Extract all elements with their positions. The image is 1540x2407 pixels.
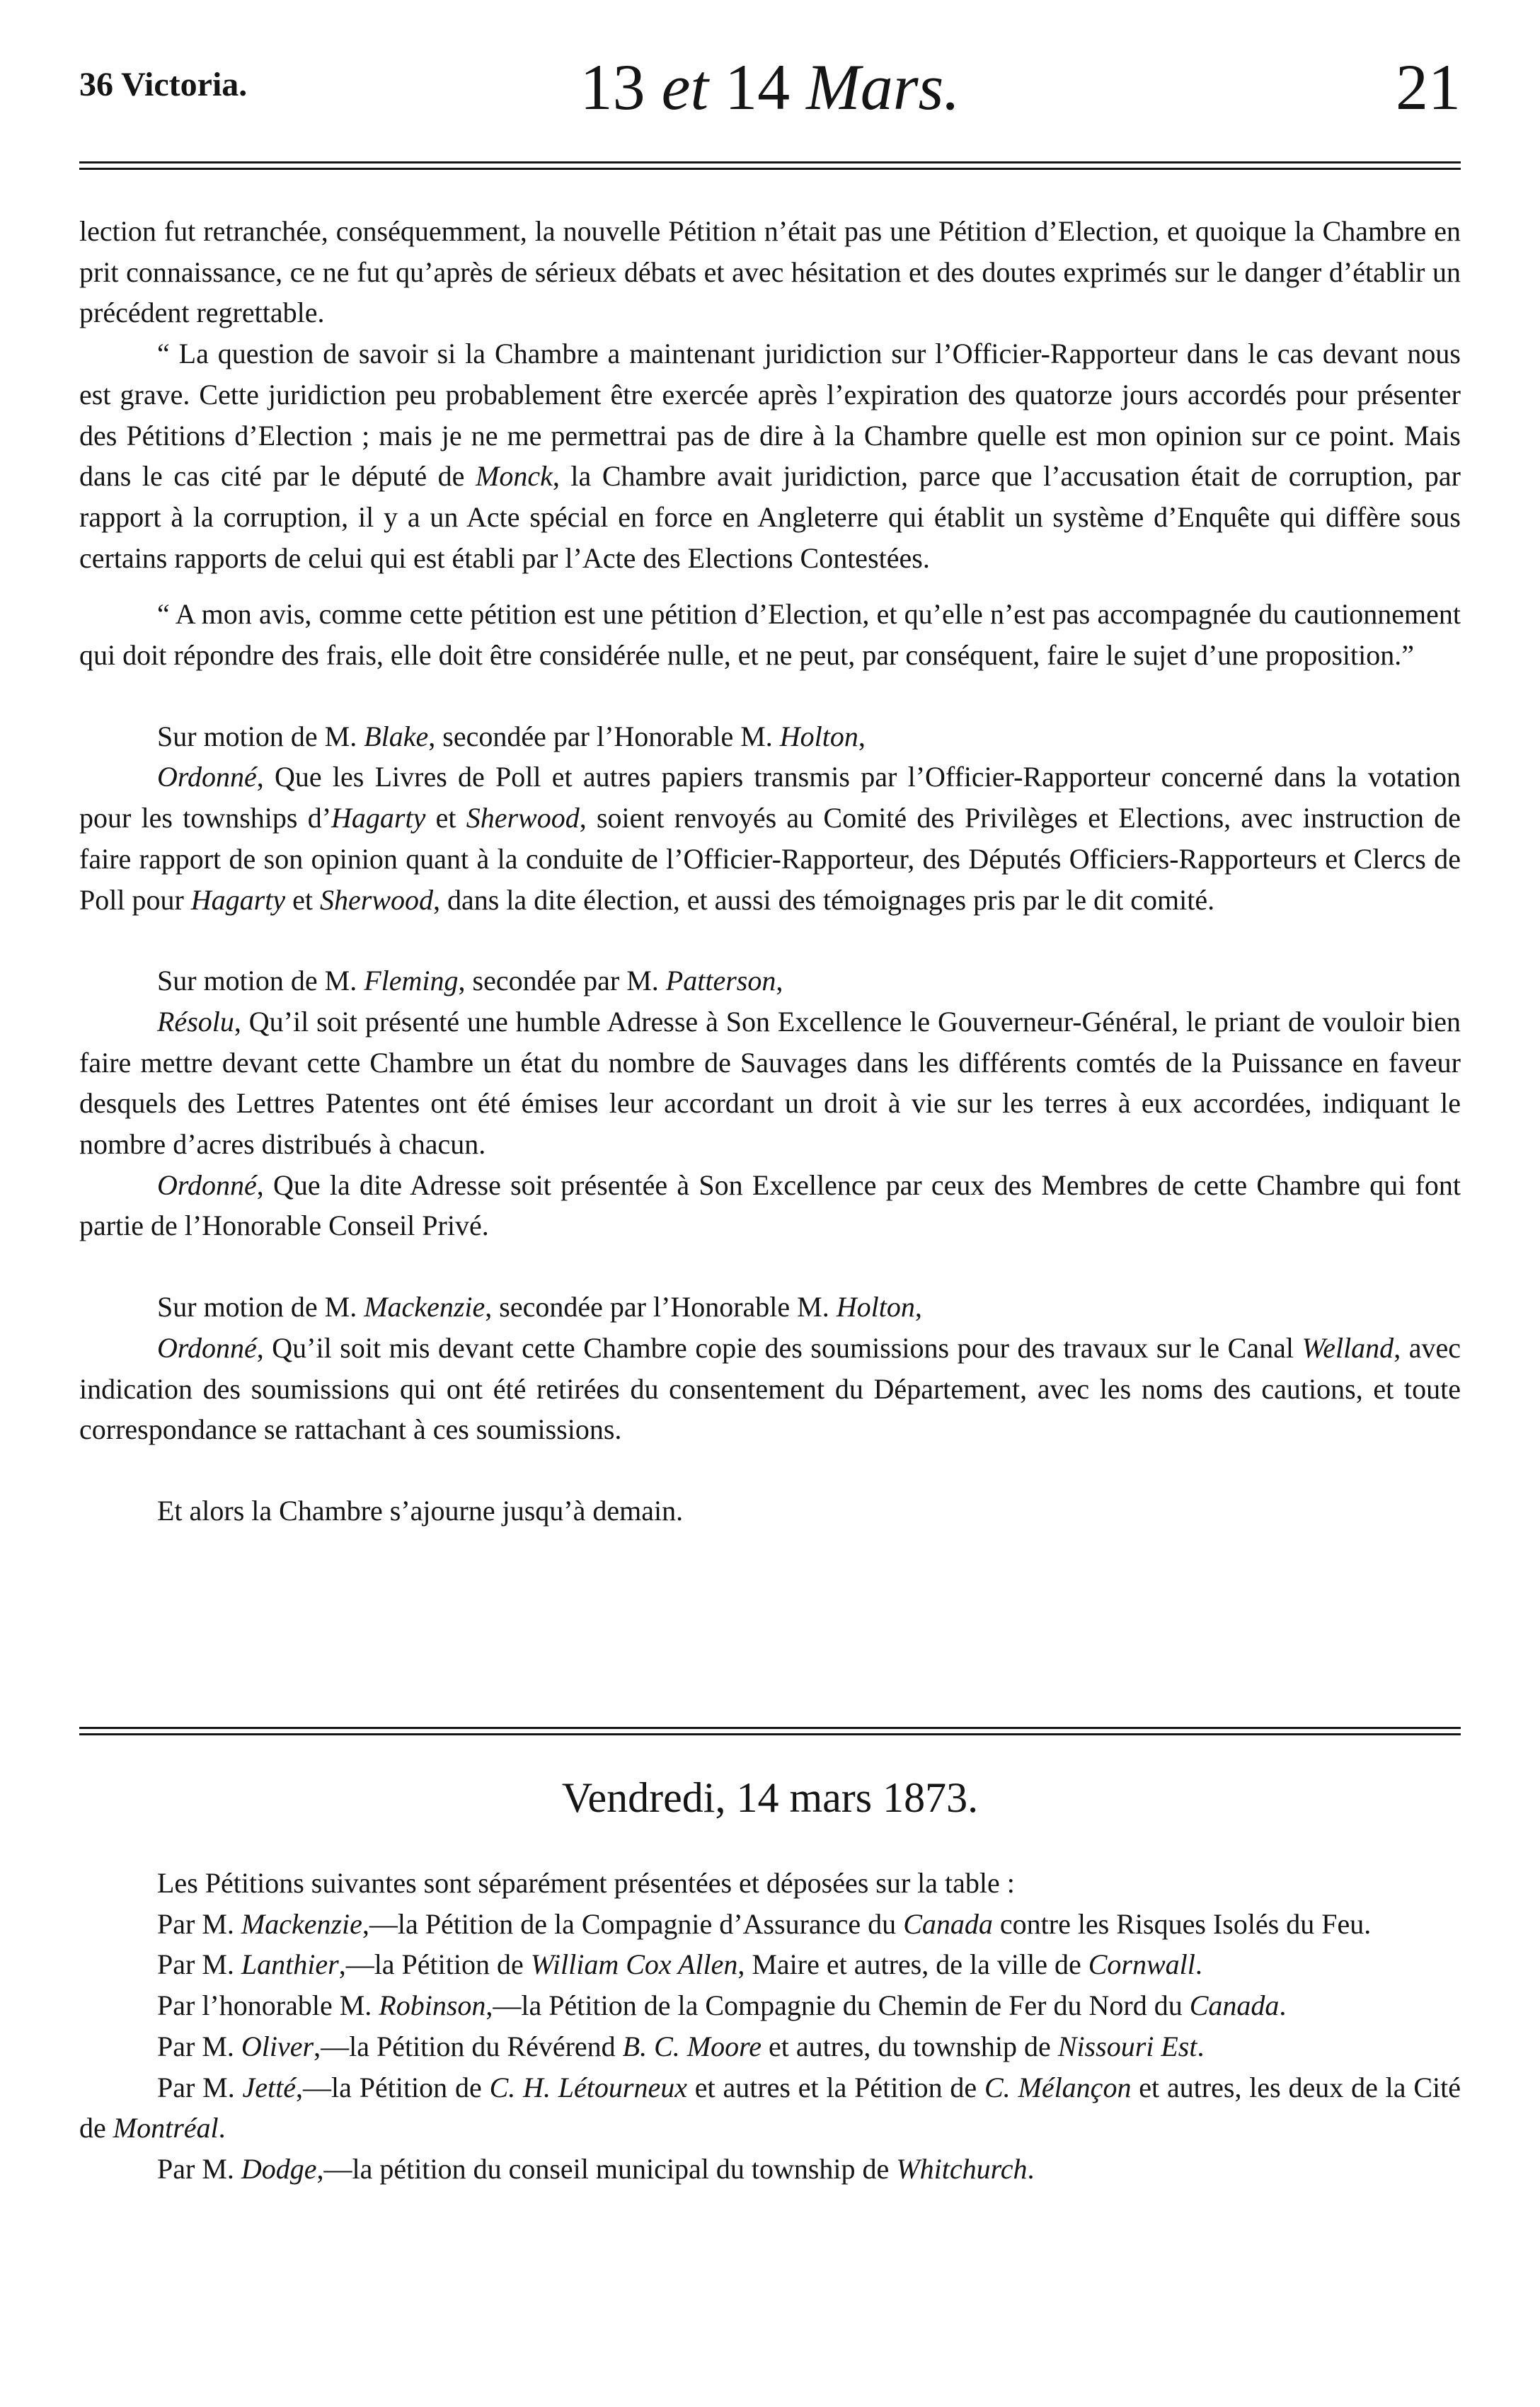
petition-item	[79, 1985, 1461, 2026]
text: ,—la pétition du conseil municipal du township de	[316, 2152, 897, 2185]
petition-item	[79, 2067, 1461, 2149]
member-name: Holton	[836, 1291, 915, 1323]
place-name: Hagarty	[190, 883, 286, 916]
rule-line	[79, 1727, 1461, 1729]
text: ,—la Pétition du Révérend	[314, 2030, 623, 2062]
member-name: Robinson	[379, 1989, 486, 2022]
text: .	[1027, 2152, 1035, 2185]
place-name: Cornwall	[1088, 1948, 1195, 1981]
member-name: Oliver	[241, 2030, 314, 2062]
text: , Que la dite Adresse soit présentée à Son Excellence par ceux des Membres de cette Chambre qui font partie de l’Honorable Conseil Privé.	[79, 1168, 1461, 1242]
text: et	[425, 802, 466, 834]
text: Par M.	[157, 2030, 241, 2062]
text: et autres et la Pétition de	[686, 2071, 984, 2103]
text: , avec indication des soumissions qui ont été retirées du consentement du Département, avec les noms des cautions, et toute correspondance se rattachant à ces soumissions.	[79, 1331, 1461, 1446]
text: , secondée par M.	[458, 965, 666, 997]
member-name: Holton	[779, 720, 858, 752]
text: , soient renvoyés au Comité des Privilèges et Elections, avec instruction de faire rapport de son opinion quant à la conduite de l’Officier-Rapporteur, des Députés Officiers-Rapporteurs et Clercs de Poll pour	[79, 802, 1461, 916]
text: ,—la Pétition de	[338, 1948, 531, 1981]
member-name: Patterson	[665, 965, 776, 997]
text: ,	[776, 965, 783, 997]
spacer	[79, 1450, 1461, 1490]
petition-item	[79, 1904, 1461, 1945]
rule-line	[79, 1733, 1461, 1735]
text: Sur motion de M.	[157, 1291, 364, 1323]
date-month: Mars.	[806, 51, 960, 123]
person-name: C. H. Létourneux	[489, 2071, 687, 2103]
resolu-label: Résolu	[157, 1005, 234, 1038]
text: .	[218, 2112, 226, 2144]
member-name: Blake	[364, 720, 429, 752]
text: , Qu’il soit mis devant cette Chambre copie des soumissions pour des travaux sur le Canal	[256, 1331, 1302, 1364]
text: ,—la Pétition de la Compagnie d’Assurance du	[362, 1907, 904, 1940]
ordonne-label: Ordonné	[157, 1168, 257, 1201]
member-name: Jetté	[242, 2071, 297, 2103]
motion-2-order	[79, 1165, 1461, 1246]
place-name: Montréal	[113, 2112, 219, 2144]
petitions-intro: Les Pétitions suivantes sont séparément présentées et déposées sur la table :	[157, 1867, 1015, 1899]
motion-1-body	[79, 757, 1461, 920]
text: , secondée par l’Honorable M.	[485, 1291, 837, 1323]
member-name: Lanthier	[241, 1948, 339, 1981]
text: et	[285, 883, 320, 916]
text: et autres, du township de	[761, 2030, 1058, 2062]
text: , la Chambre avait juridiction, parce que l’accusation était de corruption, par rapport à la corruption, il y a un Acte spécial en force en Angleterre qui établit un système d’Enquête qui diffère sous certains rapports de celui qui est établi par l’Acte des Elections Contestées.	[79, 460, 1461, 574]
place-name: Sherwood	[320, 883, 433, 916]
person-name: B. C. Moore	[622, 2030, 762, 2062]
member-name: Mackenzie	[241, 1907, 362, 1940]
member-name: Mackenzie	[364, 1291, 485, 1323]
member-name: Fleming	[364, 965, 459, 997]
section-rule	[79, 1727, 1461, 1740]
text: Sur motion de M.	[157, 965, 364, 997]
spacer	[79, 1246, 1461, 1287]
page-number: 21	[1396, 51, 1461, 123]
text: “ La question de savoir si la Chambre a maintenant juridiction sur l’Officier-Rapporteur dans le cas devant nous est grave. Cette juridiction peu probablement être exercée après l’expiration des quatorze jours accordés pour présenter des Pétitions d’Election ; mais je ne me permettrai pas de dire à la Chambre quelle est mon opinion sur ce point. Mais dans le cas cité par le député de	[79, 338, 1461, 493]
page-header	[79, 50, 1461, 123]
spacer	[79, 920, 1461, 960]
date-day1: 13	[580, 51, 645, 123]
day-heading: Vendredi, 14 mars 1873.	[561, 1774, 979, 1821]
body-upper	[79, 211, 1461, 1532]
text: ,	[914, 1291, 922, 1323]
petition-item	[79, 1944, 1461, 1985]
text: , Qu’il soit présenté une humble Adresse à Son Excellence le Gouverneur-Général, le priant de vouloir bien faire mettre devant cette Chambre un état du nombre de Sauvages dans les différents comtés de la Puissance en faveur desquels des Lettres Patentes ont été émises leur accordant un droit à vie sur les terres à eux accordées, indiquant le nombre d’acres distribués à chacun.	[79, 1005, 1461, 1161]
spacer	[79, 578, 1461, 594]
text: Par M.	[157, 1948, 241, 1981]
petition-item	[79, 2149, 1461, 2190]
text: , secondée par l’Honorable M.	[428, 720, 780, 752]
place-name: Canada	[1189, 1989, 1280, 2022]
place-name: Whitchurch	[896, 2152, 1028, 2185]
date-et: et	[661, 51, 709, 123]
text: .	[1197, 2030, 1205, 2062]
motion-1-intro	[79, 716, 1461, 757]
spacer	[79, 676, 1461, 716]
place-name: Sherwood	[466, 802, 580, 834]
petition-item	[79, 2026, 1461, 2067]
motion-3-intro	[79, 1287, 1461, 1328]
place-name: Canada	[903, 1907, 993, 1940]
place-name: Nissouri Est	[1057, 2030, 1197, 2062]
place-name: Hagarty	[331, 802, 426, 834]
text: ,	[858, 720, 866, 752]
place-name: Monck	[476, 460, 553, 493]
text: .	[1279, 1989, 1287, 2022]
rule-line	[79, 161, 1461, 163]
text: Par M.	[157, 2071, 243, 2103]
text: , Que les Livres de Poll et autres papiers transmis par l’Officier-Rapporteur concerné dans la votation pour les townships d’	[79, 761, 1461, 834]
ordonne-label: Ordonné	[157, 761, 257, 793]
paragraph-quote-2: “ A mon avis, comme cette pétition est une pétition d’Election, et qu’elle n’est pas accompagnée du cautionnement qui doit répondre des frais, elle doit être considérée nulle, et ne peut, par conséquent, faire le sujet d’une proposition.”	[79, 598, 1461, 672]
date-title	[79, 50, 1461, 125]
text: ,—la Pétition de la Compagnie du Chemin de Fer du Nord du	[485, 1989, 1190, 2022]
text: , Maire et autres, de la ville de	[737, 1948, 1088, 1981]
date-day2: 14	[725, 51, 791, 123]
person-name: William Cox Allen	[530, 1948, 738, 1981]
text: ,—la Pétition de	[296, 2071, 490, 2103]
text: Par l’honorable M.	[157, 1989, 379, 2022]
person-name: C. Mélançon	[984, 2071, 1132, 2103]
session-label: 36 Victoria.	[79, 66, 248, 103]
text: contre les Risques Isolés du Feu.	[992, 1907, 1372, 1940]
text: et autres, les deux de la Cité de	[79, 2071, 1461, 2144]
member-name: Dodge	[241, 2152, 317, 2185]
adjournment: Et alors la Chambre s’ajourne jusqu’à demain.	[157, 1494, 684, 1527]
motion-3-body	[79, 1328, 1461, 1450]
paragraph-quote-1	[79, 333, 1461, 578]
motion-2-intro	[79, 960, 1461, 1001]
text: Par M.	[157, 1907, 241, 1940]
ordonne-label: Ordonné	[157, 1331, 257, 1364]
text: Par M.	[157, 2152, 241, 2185]
rule-line	[79, 168, 1461, 170]
header-rule	[79, 161, 1461, 174]
body-petitions	[79, 1863, 1461, 2190]
text: , dans la dite élection, et aussi des témoignages pris par le dit comité.	[433, 883, 1215, 916]
paragraph-continuation: lection fut retranchée, conséquemment, la nouvelle Pétition n’était pas une Pétition d’Election, et quoique la Chambre en prit connaissance, ce ne fut qu’après de sérieux débats et avec hésitation et des doutes exprimés sur le danger d’établir un précédent regrettable.	[79, 215, 1461, 329]
place-name: Welland	[1301, 1331, 1394, 1364]
text: Sur motion de M.	[157, 720, 364, 752]
motion-2-body	[79, 1001, 1461, 1165]
text: .	[1195, 1948, 1202, 1981]
